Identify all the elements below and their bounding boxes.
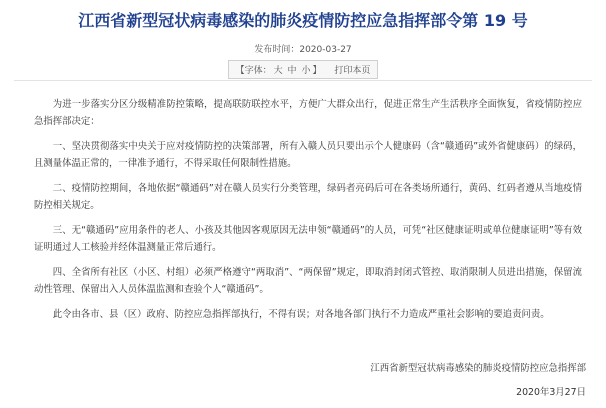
issuer-signature: 江西省新型冠状病毒感染的肺炎疫情防控应急指挥部 (370, 363, 586, 374)
toolbar-box (228, 60, 379, 79)
article-paragraph-1: 一、坚决贯彻落实中央关于应对疫情防控的决策部署，所有入赣人员只要出示个人健康码（含“赣通码”或外省健康码）的绿码，且测量体温正常的，一律准予通行，不得采取任何限制性措施。 (34, 141, 582, 169)
article-body (34, 96, 582, 331)
header-divider (14, 80, 592, 81)
font-size-close: 】 (312, 66, 322, 76)
article-paragraph-3: 三、无“赣通码”应用条件的老人、小孩及其他因客观原因无法申领“赣通码”的人员，可凭“社区健康证明或单位健康证明”等有效证明通过人工核验并经体温测量正常后通行。 (34, 225, 582, 253)
publish-time: 发布时间：2020-03-27 (254, 45, 352, 55)
issue-date: 2020年3月27日 (516, 387, 586, 398)
article-paragraph-2: 二、疫情防控期间，各地依据“赣通码”对在赣人员实行分类管理，绿码者亮码后可在各类场所通行，黄码、红码者遵从当地疫情防控相关规定。 (34, 183, 582, 211)
page-title: 江西省新型冠状病毒感染的肺炎疫情防控应急指挥部令第 19 号 (78, 11, 528, 30)
font-large-link[interactable]: 大 (273, 66, 283, 76)
font-medium-link[interactable]: 中 (287, 66, 297, 76)
article-toolbar (0, 60, 606, 79)
font-size-label: 【字体： (235, 66, 272, 76)
closing-paragraph: 此令由各市、县（区）政府、防控应急指挥部执行，不得有误；对各地各部门执行不力造成严重社会影响的要追责问责。 (52, 309, 550, 320)
intro-paragraph: 为进一步落实分区分级精准防控策略，提高联防联控水平，方便广大群众出行，促进正常生产生活秩序全面恢复，省疫情防控应急指挥部决定： (34, 99, 582, 127)
article-paragraph-4: 四、全省所有社区（小区、村组）必须严格遵守“两取消”、“两保留”规定，即取消封闭式管控、取消限制人员进出措施，保留流动性管理、保留出入人员体温监测和查验个人“赣通码”。 (34, 267, 582, 295)
print-page-link[interactable]: 打印本页 (334, 66, 371, 76)
font-small-link[interactable]: 小 (301, 66, 311, 76)
